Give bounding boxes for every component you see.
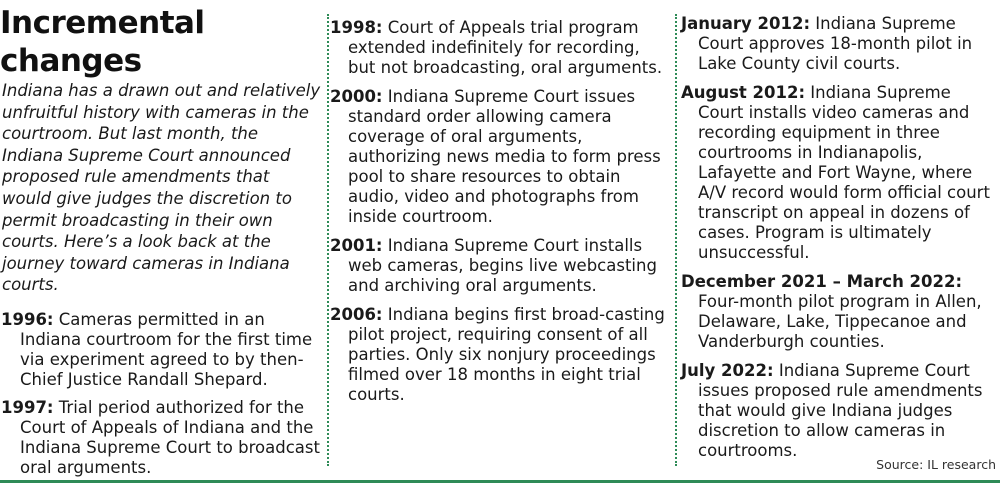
entry-text: Indiana Supreme Court installs web cameras, begins live webcasting and archiving oral arguments. bbox=[348, 236, 657, 295]
timeline-entry bbox=[680, 83, 998, 263]
timeline-entry bbox=[680, 14, 998, 74]
entry-date: 1996: bbox=[1, 309, 54, 329]
column-divider-2 bbox=[675, 14, 677, 466]
intro-paragraph: Indiana has a drawn out and relatively unfruitful history with cameras in the courtroom. But last month, the Indiana Supreme Court announced proposed rule amendments that would give judges the discretion to permit broadcasting in their own courts. Here’s a look back at the journey toward cameras in Indiana courts. bbox=[2, 81, 321, 295]
entry-text: Cameras permitted in an Indiana courtroom for the first time via experiment agreed to by then-Chief Justice Randall Shepard. bbox=[20, 309, 313, 389]
entry-date: 1998: bbox=[330, 18, 383, 37]
entry-date: 2000: bbox=[330, 87, 383, 106]
entry-date: January 2012: bbox=[681, 14, 811, 33]
timeline-entry bbox=[330, 18, 668, 78]
entry-text: Indiana Supreme Court approves 18-month pilot in Lake County civil courts. bbox=[698, 14, 973, 73]
column-3 bbox=[680, 14, 998, 470]
entry-text: Indiana Supreme Court issues proposed rule amendments that would give Indiana judges discretion to allow cameras in courtrooms. bbox=[698, 361, 983, 460]
timeline-entry bbox=[680, 272, 998, 352]
column-1 bbox=[0, 0, 322, 486]
entry-date: December 2021 – March 2022: bbox=[681, 272, 963, 291]
page-title: Incremental changes bbox=[0, 5, 205, 79]
entry-text: Indiana begins first broad-casting pilot project, requiring consent of all parties. Only six nonjury proceedings filmed over 18 months in eight trial courts. bbox=[348, 305, 665, 404]
entry-date: July 2022: bbox=[681, 361, 774, 380]
timeline-entry bbox=[330, 87, 668, 227]
timeline-entry bbox=[0, 398, 322, 478]
entry-text: Four-month pilot program in Allen, Delaware, Lake, Tippecanoe and Vanderburgh counties. bbox=[698, 292, 982, 351]
entry-date: 1997: bbox=[1, 397, 54, 417]
timeline-entry bbox=[330, 236, 668, 296]
timeline-entry bbox=[0, 310, 322, 390]
entry-text: Trial period authorized for the Court of Appeals of Indiana and the Indiana Supreme Court to broadcast oral arguments. bbox=[20, 397, 320, 477]
column-2 bbox=[330, 18, 668, 414]
timeline-entry bbox=[330, 305, 668, 405]
entry-text: Indiana Supreme Court issues standard order allowing camera coverage of oral arguments, authorizing news media to form press pool to share resources to obtain audio, video and photographs from inside courtroom. bbox=[348, 87, 661, 226]
column-divider-1 bbox=[327, 14, 329, 466]
entry-date: August 2012: bbox=[681, 83, 806, 102]
entry-text: Court of Appeals trial program extended indefinitely for recording, but not broadcasting, oral arguments. bbox=[348, 18, 663, 77]
entry-text: Indiana Supreme Court installs video cameras and recording equipment in three courtrooms in Indianapolis, Lafayette and Fort Wayne, where A/V record would form official court transcript on appeal in dozens of cases. Program is ultimately unsuccessful. bbox=[698, 83, 990, 262]
source-credit: Source: IL research bbox=[876, 457, 996, 472]
entry-date: 2006: bbox=[330, 305, 383, 324]
timeline-entry bbox=[680, 361, 998, 461]
entry-date: 2001: bbox=[330, 236, 383, 255]
